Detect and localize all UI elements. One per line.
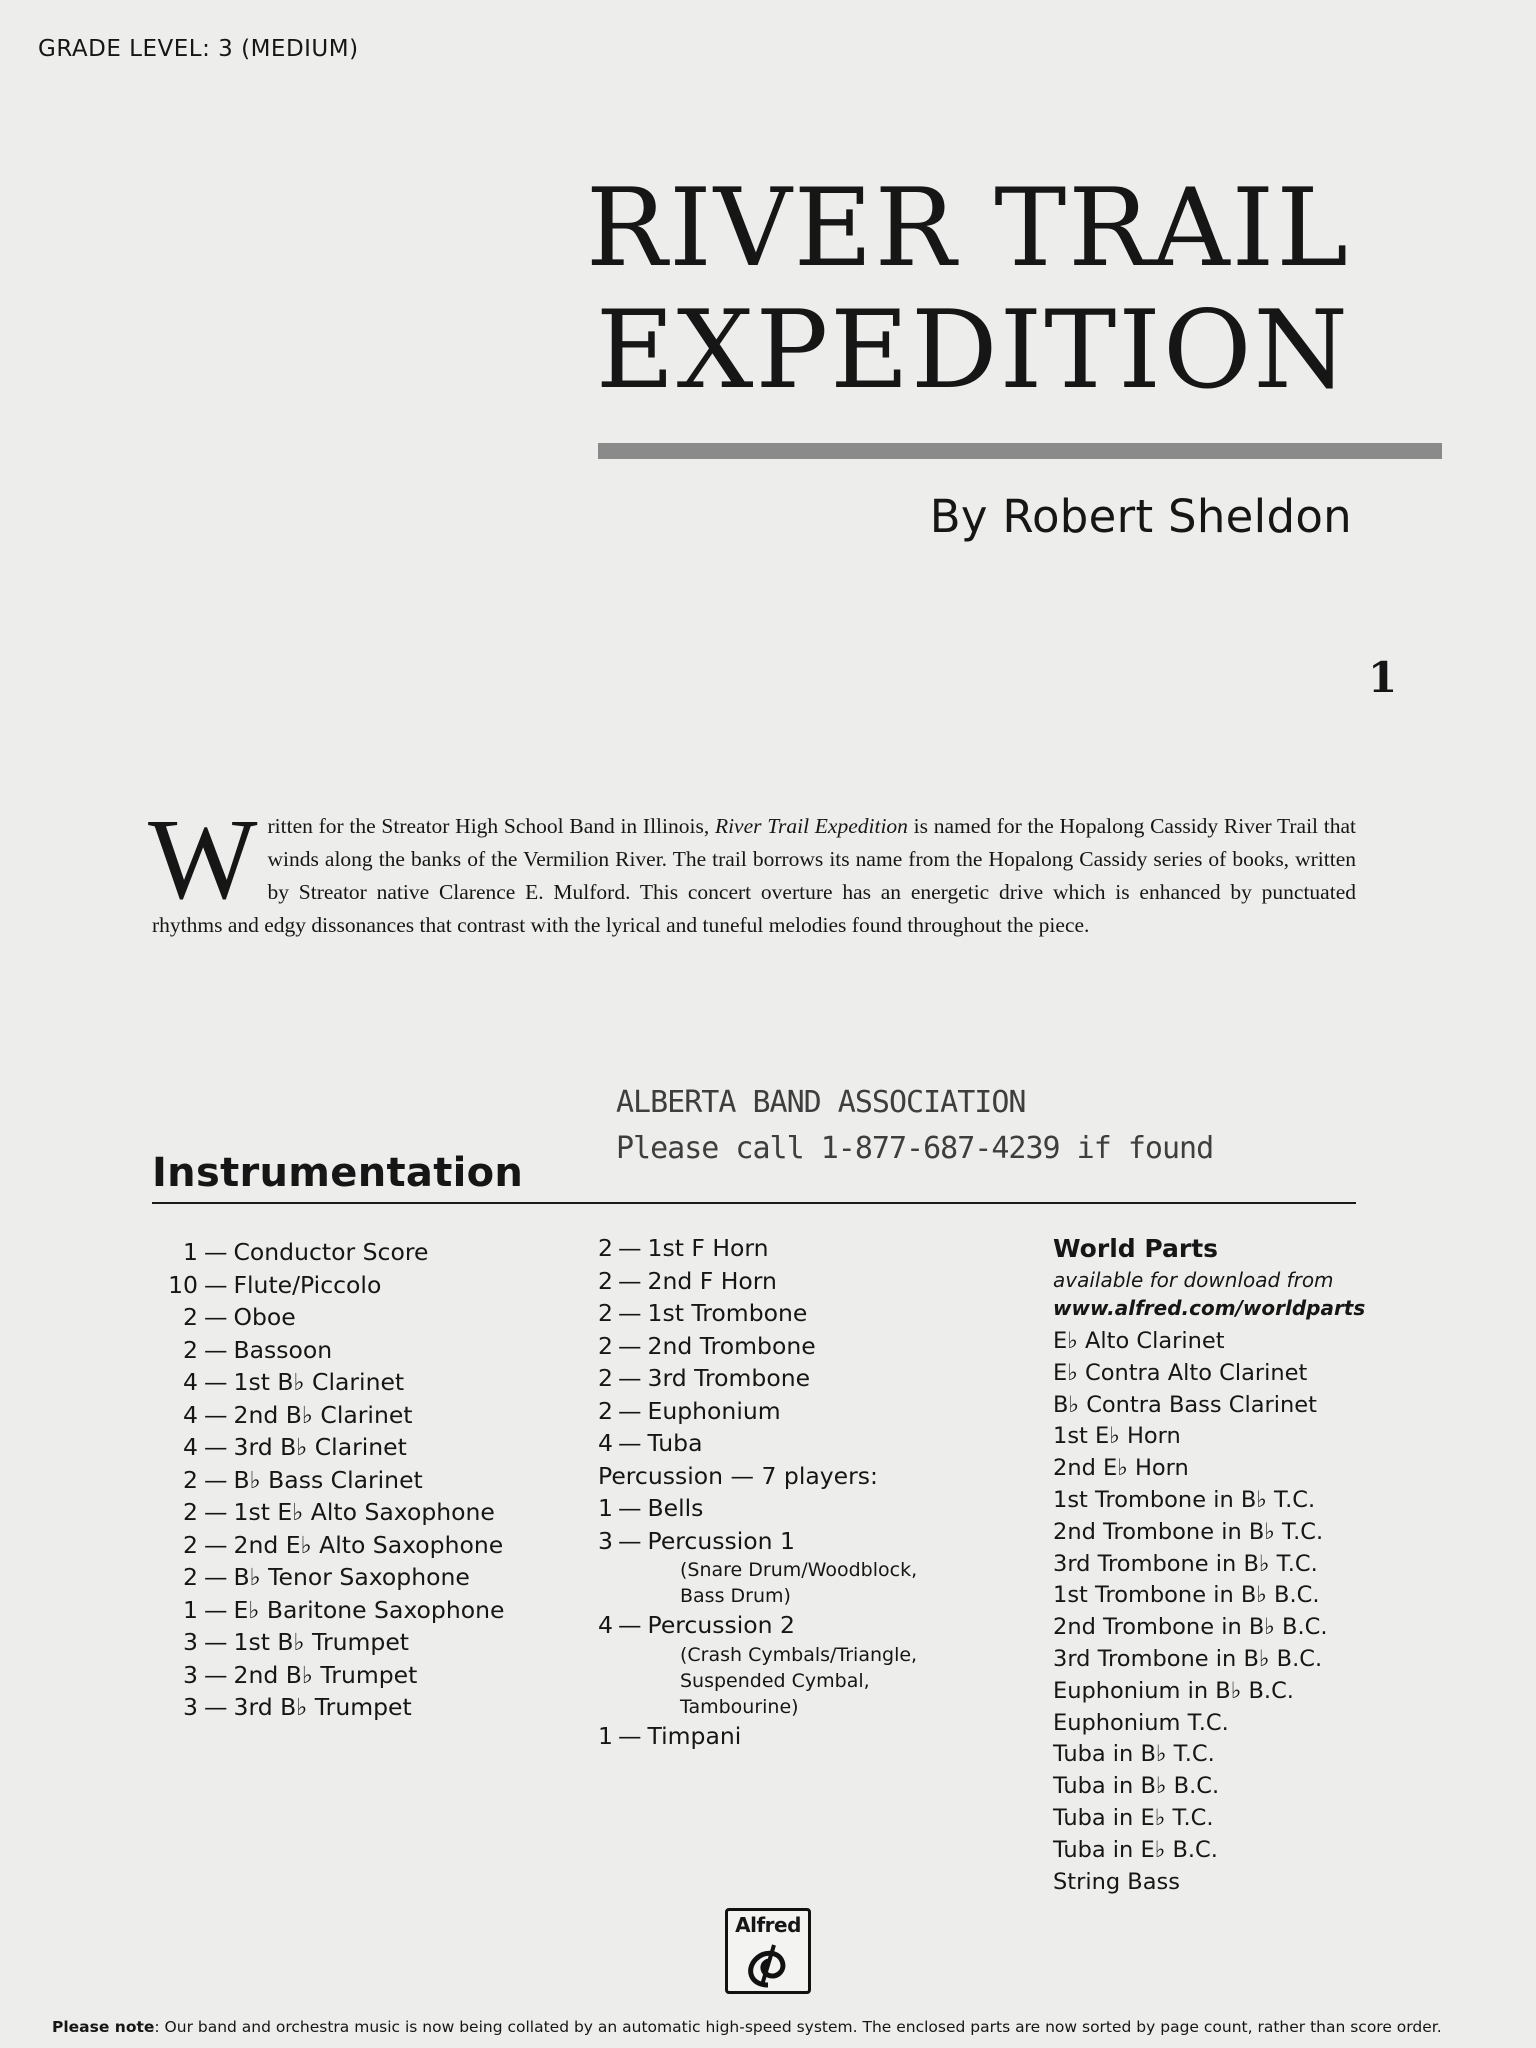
- part-name: Conductor Score: [233, 1238, 429, 1266]
- title-line-2: EXPEDITION: [595, 288, 1350, 413]
- part-name: Bassoon: [233, 1335, 333, 1364]
- part-name: 2nd F Horn: [647, 1266, 777, 1295]
- stamp-line-2: Please call 1-877-687-4239 if found: [616, 1131, 1214, 1166]
- world-part-item: 2nd E♭ Horn: [1053, 1455, 1189, 1482]
- part-quantity: 2: [183, 1465, 198, 1494]
- part-quantity: 4: [598, 1429, 613, 1457]
- part-dash: —: [618, 1331, 642, 1360]
- world-part-item: E♭ Contra Alto Clarinet: [1053, 1359, 1308, 1386]
- part-name: B♭ Bass Clarinet: [233, 1465, 423, 1494]
- part-row: [160, 1691, 504, 1724]
- part-quantity: 2: [598, 1396, 613, 1425]
- world-part-item: 1st E♭ Horn: [1053, 1423, 1181, 1450]
- part-quantity: 2: [183, 1303, 198, 1331]
- part-row: [160, 1561, 504, 1594]
- part-row: [160, 1626, 504, 1659]
- part-dash: —: [618, 1429, 642, 1457]
- part-row: [160, 1334, 504, 1367]
- part-row: [598, 1720, 917, 1753]
- stamp-line-1: ALBERTA BAND ASSOCIATION: [616, 1085, 1026, 1120]
- percussion-heading: Percussion — 7 players:: [598, 1461, 878, 1490]
- part-dash: —: [618, 1526, 642, 1555]
- world-part-item: Euphonium in B♭ B.C.: [1053, 1677, 1294, 1704]
- part-row: [160, 1301, 504, 1334]
- part-name: 1st Trombone: [647, 1299, 808, 1327]
- footer-text: : Our band and orchestra music is now being collated by an automatic high-speed system. The enclosed parts are now sorted by page count, rather than score order.: [154, 2018, 1442, 2036]
- part-name: 2nd B♭ Trumpet: [233, 1660, 418, 1689]
- world-part-item: 1st Trombone in B♭ B.C.: [1053, 1582, 1320, 1609]
- part-row: [598, 1362, 917, 1395]
- part-row: [160, 1431, 504, 1464]
- part-name: Tuba: [647, 1429, 703, 1457]
- part-dash: —: [204, 1270, 228, 1299]
- library-stamp: [616, 1080, 1213, 1172]
- part-dash: —: [618, 1721, 642, 1750]
- part-row: [598, 1297, 917, 1330]
- world-part-item: E♭ Alto Clarinet: [1053, 1328, 1225, 1354]
- part-row: [160, 1236, 504, 1269]
- part-name: Oboe: [233, 1303, 296, 1331]
- part-dash: —: [204, 1628, 228, 1656]
- part-quantity: 2: [598, 1266, 613, 1295]
- part-name: 3rd Trombone: [647, 1364, 811, 1392]
- world-part-item: Tuba in E♭ B.C.: [1053, 1836, 1218, 1863]
- part-dash: —: [204, 1530, 228, 1559]
- part-name: 2nd E♭ Alto Saxophone: [233, 1530, 504, 1559]
- world-part-item: Tuba in B♭ B.C.: [1053, 1773, 1220, 1800]
- drop-cap: W: [148, 796, 258, 924]
- part-quantity: 3: [183, 1660, 198, 1689]
- part-quantity: 2: [183, 1335, 198, 1364]
- world-part-item: String Bass: [1053, 1868, 1180, 1895]
- part-dash: —: [204, 1303, 228, 1331]
- part-name: Percussion 2: [647, 1611, 795, 1639]
- footer-note: [52, 2018, 1442, 2036]
- part-row: [598, 1492, 917, 1525]
- part-quantity: 1: [183, 1595, 198, 1624]
- treble-clef-icon: [740, 1941, 796, 1989]
- part-row: [598, 1525, 917, 1558]
- title-divider: [598, 443, 1442, 459]
- part-dash: —: [618, 1299, 642, 1327]
- part-name: B♭ Tenor Saxophone: [233, 1563, 470, 1591]
- part-row: [598, 1232, 917, 1265]
- part-row: [160, 1659, 504, 1692]
- part-name: Bells: [647, 1494, 704, 1522]
- page-number: 1: [1368, 653, 1398, 702]
- instrumentation-heading: Instrumentation: [152, 1150, 524, 1196]
- intro-work-title: River Trail Expedition: [714, 814, 908, 838]
- part-dash: —: [204, 1563, 228, 1591]
- intro-paragraph: [148, 796, 1356, 942]
- part-dash: —: [204, 1693, 228, 1721]
- part-quantity: 4: [183, 1400, 198, 1429]
- part-name: 3rd B♭ Trumpet: [233, 1693, 412, 1721]
- part-row: [160, 1269, 504, 1302]
- part-dash: —: [204, 1400, 228, 1429]
- part-quantity: 4: [598, 1611, 613, 1639]
- title-line-1: RIVER TRAIL: [585, 166, 1350, 291]
- part-dash: —: [204, 1335, 228, 1364]
- part-row: [598, 1609, 917, 1642]
- world-parts-url[interactable]: www.alfred.com/worldparts: [1053, 1296, 1366, 1320]
- instrumentation-column-1: [160, 1236, 504, 1724]
- part-dash: —: [618, 1396, 642, 1425]
- part-name: 3rd B♭ Clarinet: [233, 1433, 407, 1461]
- part-dash: —: [204, 1498, 228, 1526]
- part-row: [160, 1529, 504, 1562]
- part-quantity: 3: [598, 1526, 613, 1555]
- part-dash: —: [204, 1465, 228, 1494]
- composer: By Robert Sheldon: [929, 490, 1352, 543]
- part-row: [160, 1464, 504, 1497]
- world-part-item: 3rd Trombone in B♭ B.C.: [1053, 1645, 1323, 1672]
- part-name: Timpani: [647, 1721, 742, 1750]
- part-name: E♭ Baritone Saxophone: [233, 1595, 505, 1624]
- part-row: [598, 1265, 917, 1298]
- part-quantity: 1: [183, 1238, 198, 1266]
- part-dash: —: [618, 1234, 642, 1262]
- part-quantity: 2: [598, 1364, 613, 1392]
- percussion-note: (Crash Cymbals/Triangle,: [680, 1643, 918, 1666]
- part-quantity: 4: [183, 1433, 198, 1461]
- world-parts-title: World Parts: [1053, 1234, 1219, 1263]
- percussion-list: [598, 1492, 917, 1752]
- world-part-item: 2nd Trombone in B♭ B.C.: [1053, 1614, 1328, 1641]
- part-dash: —: [204, 1238, 228, 1266]
- part-dash: —: [204, 1595, 228, 1624]
- brass-list: [598, 1232, 917, 1460]
- part-quantity: 2: [183, 1530, 198, 1559]
- world-part-item: B♭ Contra Bass Clarinet: [1053, 1391, 1317, 1418]
- part-row: [160, 1496, 504, 1529]
- world-part-item: Tuba in E♭ T.C.: [1053, 1804, 1214, 1831]
- part-name: 2nd B♭ Clarinet: [233, 1400, 413, 1429]
- logo-text: Alfred: [735, 1913, 801, 1937]
- part-row: [598, 1427, 917, 1460]
- intro-text-1: ritten for the Streator High School Band in Illinois,: [267, 814, 715, 838]
- instrumentation-divider: [152, 1202, 1356, 1204]
- percussion-note: Tambourine): [680, 1695, 799, 1718]
- part-row: [160, 1366, 504, 1399]
- part-row: [160, 1594, 504, 1627]
- footer-label: Please note: [52, 2018, 155, 2036]
- alfred-music-logo-icon: [725, 1908, 811, 1994]
- part-name: Flute/Piccolo: [233, 1270, 382, 1299]
- percussion-note: Suspended Cymbal,: [680, 1669, 870, 1692]
- part-quantity: 2: [598, 1299, 613, 1327]
- world-part-item: Euphonium T.C.: [1053, 1709, 1229, 1736]
- part-dash: —: [204, 1660, 228, 1689]
- part-dash: —: [618, 1364, 642, 1392]
- percussion-note: (Snare Drum/Woodblock,: [680, 1559, 918, 1581]
- part-quantity: 1: [598, 1721, 613, 1750]
- part-name: Percussion 1: [647, 1526, 795, 1555]
- part-name: Euphonium: [647, 1396, 781, 1425]
- world-parts-subtitle: available for download from: [1053, 1268, 1334, 1292]
- part-dash: —: [618, 1611, 642, 1639]
- world-part-item: Tuba in B♭ T.C.: [1053, 1741, 1215, 1768]
- world-part-item: 1st Trombone in B♭ T.C.: [1053, 1486, 1316, 1513]
- part-quantity: 3: [183, 1693, 198, 1721]
- part-name: 1st B♭ Clarinet: [233, 1368, 405, 1396]
- part-dash: —: [204, 1433, 228, 1461]
- part-dash: —: [204, 1368, 228, 1396]
- percussion-note: Bass Drum): [680, 1585, 791, 1607]
- grade-level: GRADE LEVEL: 3 (MEDIUM): [38, 36, 359, 62]
- part-quantity: 4: [183, 1368, 198, 1396]
- part-quantity: 1: [598, 1494, 613, 1522]
- page-title: [586, 168, 1350, 412]
- part-dash: —: [618, 1494, 642, 1522]
- part-quantity: 10: [168, 1270, 198, 1299]
- part-quantity: 2: [598, 1331, 613, 1360]
- part-quantity: 3: [183, 1628, 198, 1656]
- part-row: [598, 1395, 917, 1428]
- world-part-item: 2nd Trombone in B♭ T.C.: [1053, 1518, 1324, 1545]
- world-parts-list: [1053, 1326, 1365, 1898]
- part-name: 2nd Trombone: [647, 1331, 816, 1360]
- part-quantity: 2: [183, 1498, 198, 1526]
- part-name: 1st B♭ Trumpet: [233, 1628, 409, 1656]
- part-quantity: 2: [183, 1563, 198, 1591]
- part-name: 1st E♭ Alto Saxophone: [233, 1498, 495, 1526]
- part-row: [160, 1399, 504, 1432]
- part-dash: —: [618, 1266, 642, 1295]
- world-part-item: 3rd Trombone in B♭ T.C.: [1053, 1550, 1318, 1577]
- part-name: 1st F Horn: [647, 1234, 769, 1262]
- world-parts: [1053, 1232, 1365, 1898]
- instrumentation-column-2: [598, 1232, 917, 1752]
- part-row: [598, 1330, 917, 1363]
- part-quantity: 2: [598, 1234, 613, 1262]
- intro-text-2: is named for the Hopalong Cassidy River Trail that winds along the banks of the Vermilion River. The trail borrows its name from the Hopalong Cassidy series of books, written by Streator native Clarence E. Mulford. This concert overture has an energetic drive which is enhanced by punctuated rhythms and edgy dissonances that contrast with the lyrical and tuneful melodies found throughout the piece.: [152, 814, 1356, 937]
